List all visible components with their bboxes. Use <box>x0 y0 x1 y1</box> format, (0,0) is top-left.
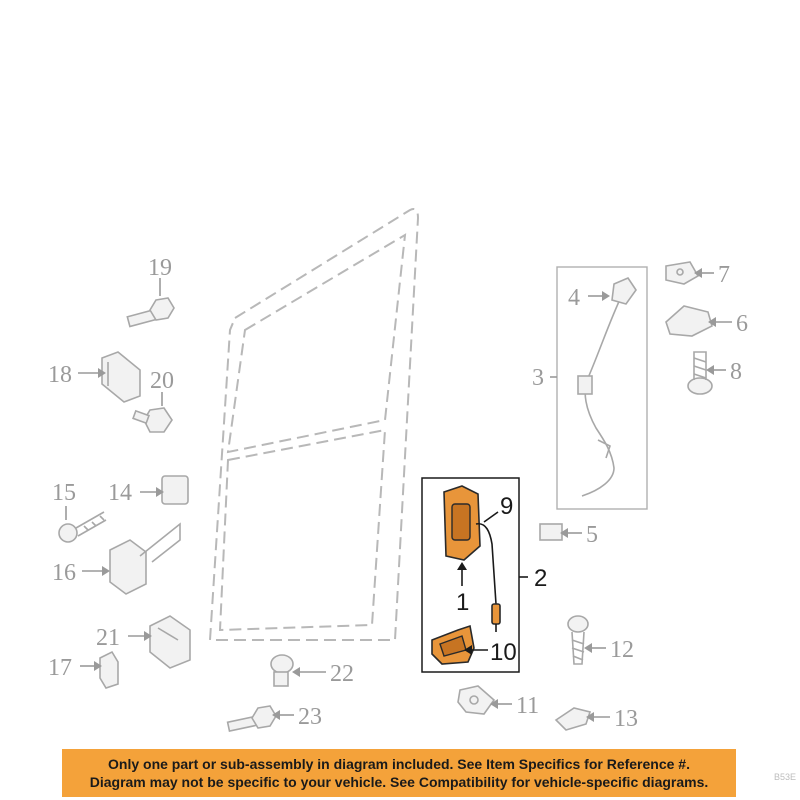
callout-16: 16 <box>52 560 76 586</box>
callout-6: 6 <box>736 311 748 337</box>
screw-12 <box>568 616 606 664</box>
bolt-20 <box>133 392 172 432</box>
callout-19: 19 <box>148 255 172 281</box>
disclaimer-line-2: Diagram may not be specific to your vehicle. See Compatibility for vehicle-specific diagrams. <box>89 774 709 790</box>
check-strap-16 <box>82 524 180 594</box>
callout-13: 13 <box>614 706 638 732</box>
clip-17 <box>80 652 118 688</box>
callout-10: 10 <box>490 639 517 666</box>
screw-15 <box>59 506 106 542</box>
disclaimer-line-1: Only one part or sub-assembly in diagram included. See Item Specifics for Reference #. <box>108 756 690 772</box>
bolt-23 <box>228 706 294 731</box>
bracket-10 <box>432 626 488 664</box>
bolt-8 <box>688 352 726 394</box>
bracket-11 <box>458 686 512 714</box>
callout-18: 18 <box>48 362 72 388</box>
clip-5 <box>540 524 582 540</box>
callout-7: 7 <box>718 262 730 288</box>
cable-assembly-3 <box>550 267 647 509</box>
bolt-22 <box>271 655 326 686</box>
bolt-19 <box>127 278 174 326</box>
callout-15: 15 <box>52 480 76 506</box>
disclaimer-banner <box>62 749 736 797</box>
callout-23: 23 <box>298 704 322 730</box>
callout-3: 3 <box>532 365 544 391</box>
callout-5: 5 <box>586 522 598 548</box>
callout-20: 20 <box>150 368 174 394</box>
clip-13 <box>556 708 610 730</box>
door-handle-1 <box>444 486 480 586</box>
bracket-6 <box>666 306 732 336</box>
bracket-18 <box>78 352 140 402</box>
hinge-21 <box>128 616 190 668</box>
callout-22: 22 <box>330 661 354 687</box>
door-outline <box>210 209 418 640</box>
clip-14 <box>140 476 188 504</box>
callout-21: 21 <box>96 625 120 651</box>
callout-11: 11 <box>516 693 540 719</box>
callout-2: 2 <box>534 565 548 592</box>
bracket-7 <box>666 262 714 284</box>
callout-14: 14 <box>108 480 132 506</box>
callout-8: 8 <box>730 359 742 385</box>
callout-4: 4 <box>568 285 580 311</box>
callout-9: 9 <box>500 493 514 520</box>
watermark-code: B53E <box>773 772 796 782</box>
callout-17: 17 <box>48 655 72 681</box>
callout-12: 12 <box>610 637 634 663</box>
callout-1: 1 <box>456 589 470 616</box>
